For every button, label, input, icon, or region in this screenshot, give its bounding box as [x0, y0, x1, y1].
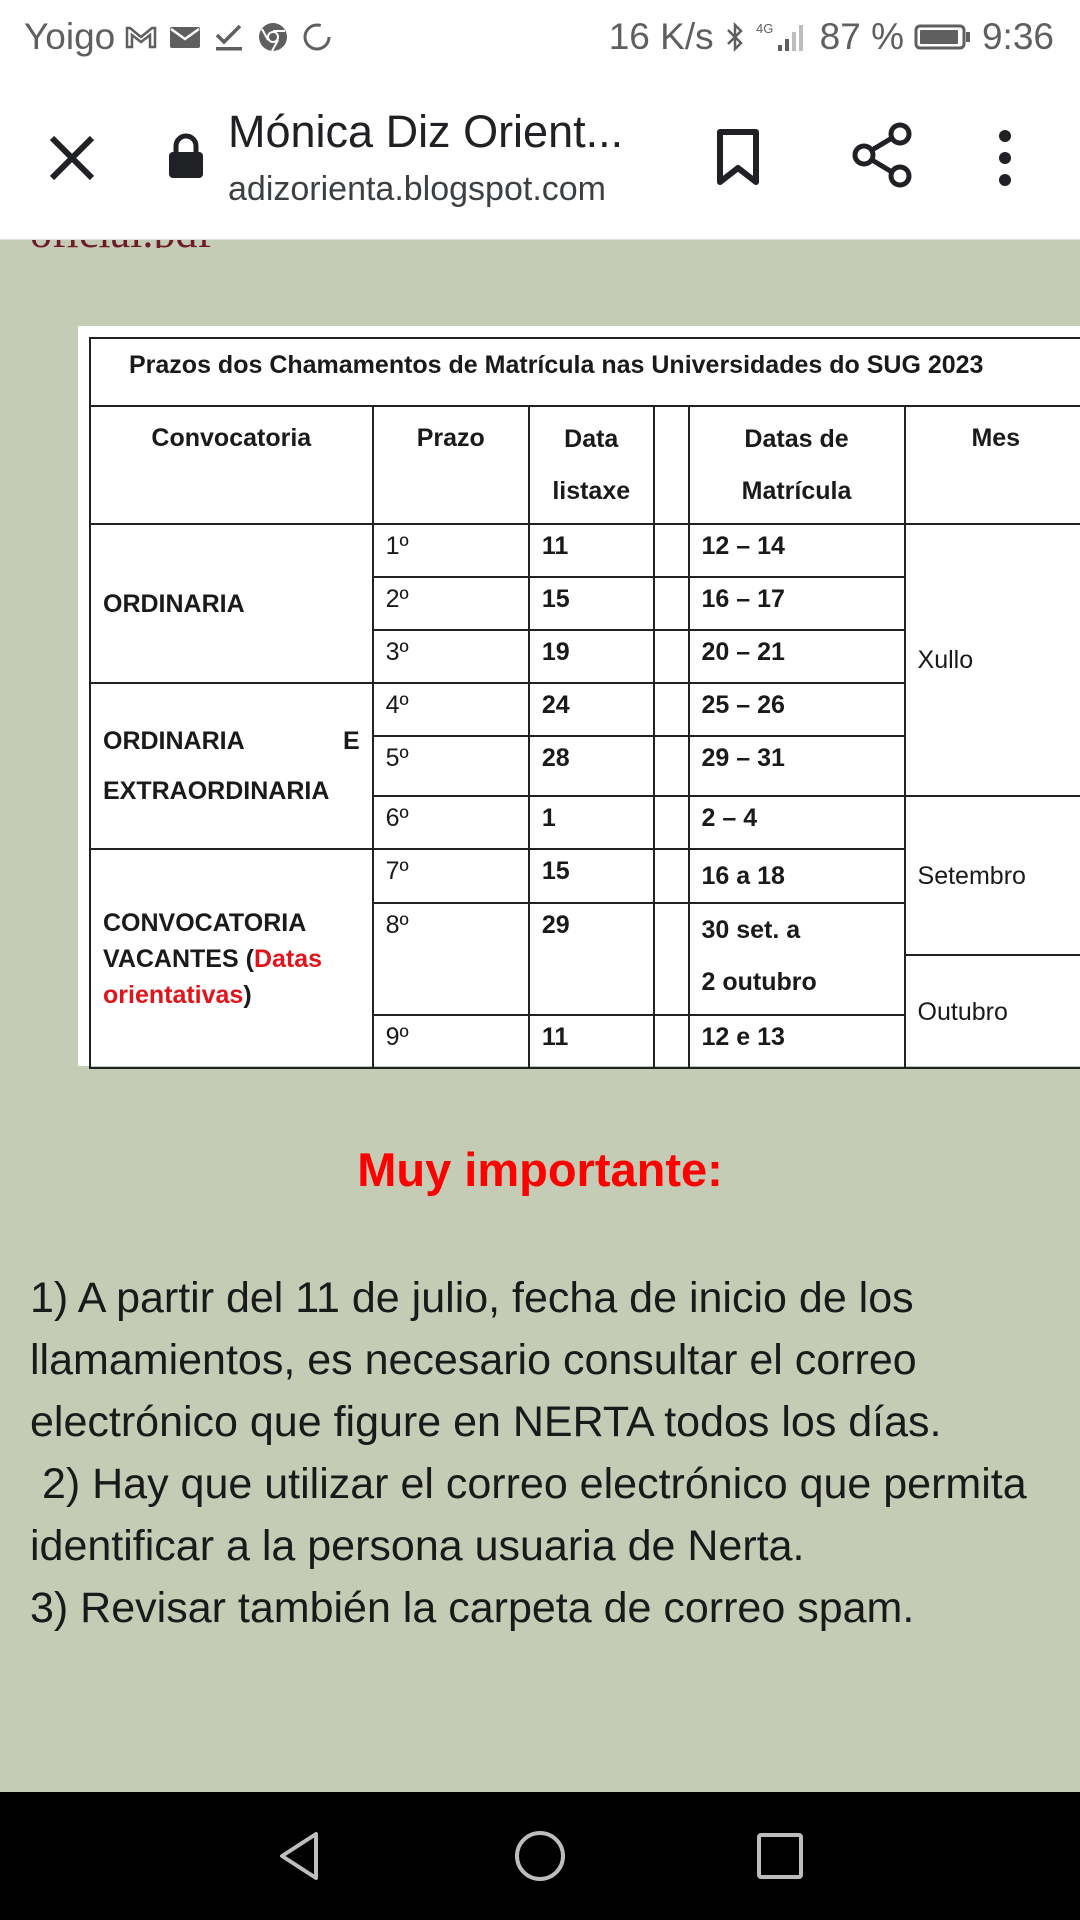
blank-cell [654, 577, 689, 630]
group-vacantes-line1: CONVOCATORIA [103, 908, 307, 937]
prazo-cell: 5º [373, 736, 529, 796]
note-3: 3) Revisar también la carpeta de correo spam. [30, 1584, 915, 1632]
header-data-listaxe-line1: Data [564, 425, 619, 453]
battery-icon [914, 19, 972, 55]
header-data-listaxe-line2: listaxe [552, 477, 631, 505]
prazo-cell: 6º [373, 796, 529, 849]
prazo-cell: 8º [373, 903, 529, 1015]
matricula-line1: 30 set. a [701, 916, 801, 944]
note-2: 2) Hay que utilizar el correo electrónico que permita identificar a la persona usuaria de Nerta. [30, 1460, 1039, 1570]
group-ordinaria: ORDINARIA [90, 524, 373, 683]
chrome-icon [255, 19, 291, 55]
svg-text:4G: 4G [755, 21, 773, 36]
matricula-cell: 25 – 26 [689, 683, 905, 736]
listaxe-cell: 1 [529, 796, 654, 849]
matricula-cell: 12 e 13 [689, 1015, 905, 1068]
group-vacantes-line2: VACANTES ( [103, 944, 254, 973]
recents-button[interactable] [750, 1826, 810, 1886]
signal-icon [756, 19, 810, 55]
page-url[interactable]: adizorienta.blogspot.com [228, 170, 607, 208]
close-button[interactable] [40, 126, 104, 190]
prazo-cell: 2º [373, 577, 529, 630]
blank-cell [654, 630, 689, 683]
matricula-cell: 16 – 17 [689, 577, 905, 630]
prazo-cell: 4º [373, 683, 529, 736]
status-bar-left [24, 16, 335, 58]
check-download-icon [211, 19, 247, 55]
page-title[interactable]: Mónica Diz Orient... [228, 106, 624, 157]
more-vert-icon [985, 126, 1025, 190]
matricula-cell: 12 – 14 [689, 524, 905, 577]
month-setembro: Setembro [905, 796, 1080, 955]
matricula-cell: 2 – 4 [689, 796, 905, 849]
prazo-cell: 1º [373, 524, 529, 577]
blank-cell [654, 736, 689, 796]
listaxe-cell: 29 [529, 903, 654, 1015]
table-row [90, 524, 1080, 577]
month-xullo: Xullo [905, 524, 1080, 796]
header-mes: Mes [905, 406, 1080, 524]
matricula-cell: 29 – 31 [689, 736, 905, 796]
header-datas-matricula-line2: Matrícula [741, 477, 852, 505]
share-button[interactable] [848, 120, 918, 190]
blank-cell [654, 849, 689, 903]
header-datas-matricula-line1: Datas de [744, 425, 849, 453]
listaxe-cell: 11 [529, 524, 654, 577]
group-ord-extra-e: E [342, 727, 360, 755]
header-data-listaxe [529, 406, 654, 524]
deadlines-table-image [78, 326, 1080, 1066]
share-icon [848, 120, 918, 190]
matricula-line2: 2 outubro [701, 968, 817, 996]
network-speed: 16 K/s [608, 16, 714, 57]
group-ordinaria-extraordinaria [90, 683, 373, 849]
group-vacantes-red-1: Datas [253, 944, 323, 973]
prazo-cell: 9º [373, 1015, 529, 1068]
header-datas-matricula [689, 406, 905, 524]
header-prazo: Prazo [373, 406, 529, 524]
system-nav-bar [0, 1792, 1080, 1920]
listaxe-cell: 19 [529, 630, 654, 683]
header-convocatoria: Convocatoria [90, 406, 373, 524]
carrier-name: Yoigo [24, 16, 116, 57]
matricula-cell: 16 a 18 [689, 849, 905, 903]
home-icon [510, 1826, 570, 1886]
recents-icon [750, 1826, 810, 1886]
listaxe-cell: 15 [529, 849, 654, 903]
table-title: Prazos dos Chamamentos de Matrícula nas Universidades do SUG 2023 [90, 338, 1080, 406]
important-heading: Muy importante: [357, 1143, 723, 1196]
battery-percent: 87 % [819, 16, 904, 57]
sync-icon [299, 19, 335, 55]
blank-cell [654, 796, 689, 849]
listaxe-cell: 28 [529, 736, 654, 796]
deadlines-table [89, 337, 1080, 1069]
group-vacantes-close: ) [243, 980, 252, 1009]
bookmark-icon [706, 124, 770, 188]
back-icon [272, 1826, 332, 1886]
note-1: 1) A partir del 11 de julio, fecha de inicio de los llamamientos, es necesario consultar el correo electrónico que figure en NERTA todos los días. [30, 1274, 942, 1446]
blank-cell [654, 524, 689, 577]
status-bar-right [609, 16, 1054, 58]
prazo-cell: 7º [373, 849, 529, 903]
group-vacantes [90, 849, 373, 1068]
lock-icon[interactable] [166, 132, 206, 180]
bookmark-button[interactable] [706, 124, 770, 188]
matricula-cell-split [689, 903, 905, 1015]
clock: 9:36 [981, 16, 1054, 57]
matricula-cell: 20 – 21 [689, 630, 905, 683]
listaxe-cell: 11 [529, 1015, 654, 1068]
blank-cell [654, 903, 689, 1015]
important-notes [30, 1267, 1070, 1639]
group-ord-extra-line2: EXTRAORDINARIA [103, 777, 330, 805]
blank-cell [654, 1015, 689, 1068]
mail-icon [167, 19, 203, 55]
close-icon [40, 126, 104, 190]
listaxe-cell: 24 [529, 683, 654, 736]
listaxe-cell: 15 [529, 577, 654, 630]
custom-tab-toolbar [0, 76, 1080, 240]
month-outubro: Outubro [905, 955, 1080, 1068]
more-options-button[interactable] [985, 126, 1025, 190]
back-button[interactable] [272, 1826, 332, 1886]
gmail-icon [123, 19, 159, 55]
group-vacantes-red-2: orientativas [103, 980, 244, 1009]
bluetooth-icon [724, 19, 746, 55]
home-button[interactable] [510, 1826, 570, 1886]
prazo-cell: 3º [373, 630, 529, 683]
blank-cell [654, 683, 689, 736]
group-ord-extra-line1: ORDINARIA [103, 727, 245, 755]
status-bar [0, 0, 1080, 76]
header-empty [654, 406, 689, 524]
